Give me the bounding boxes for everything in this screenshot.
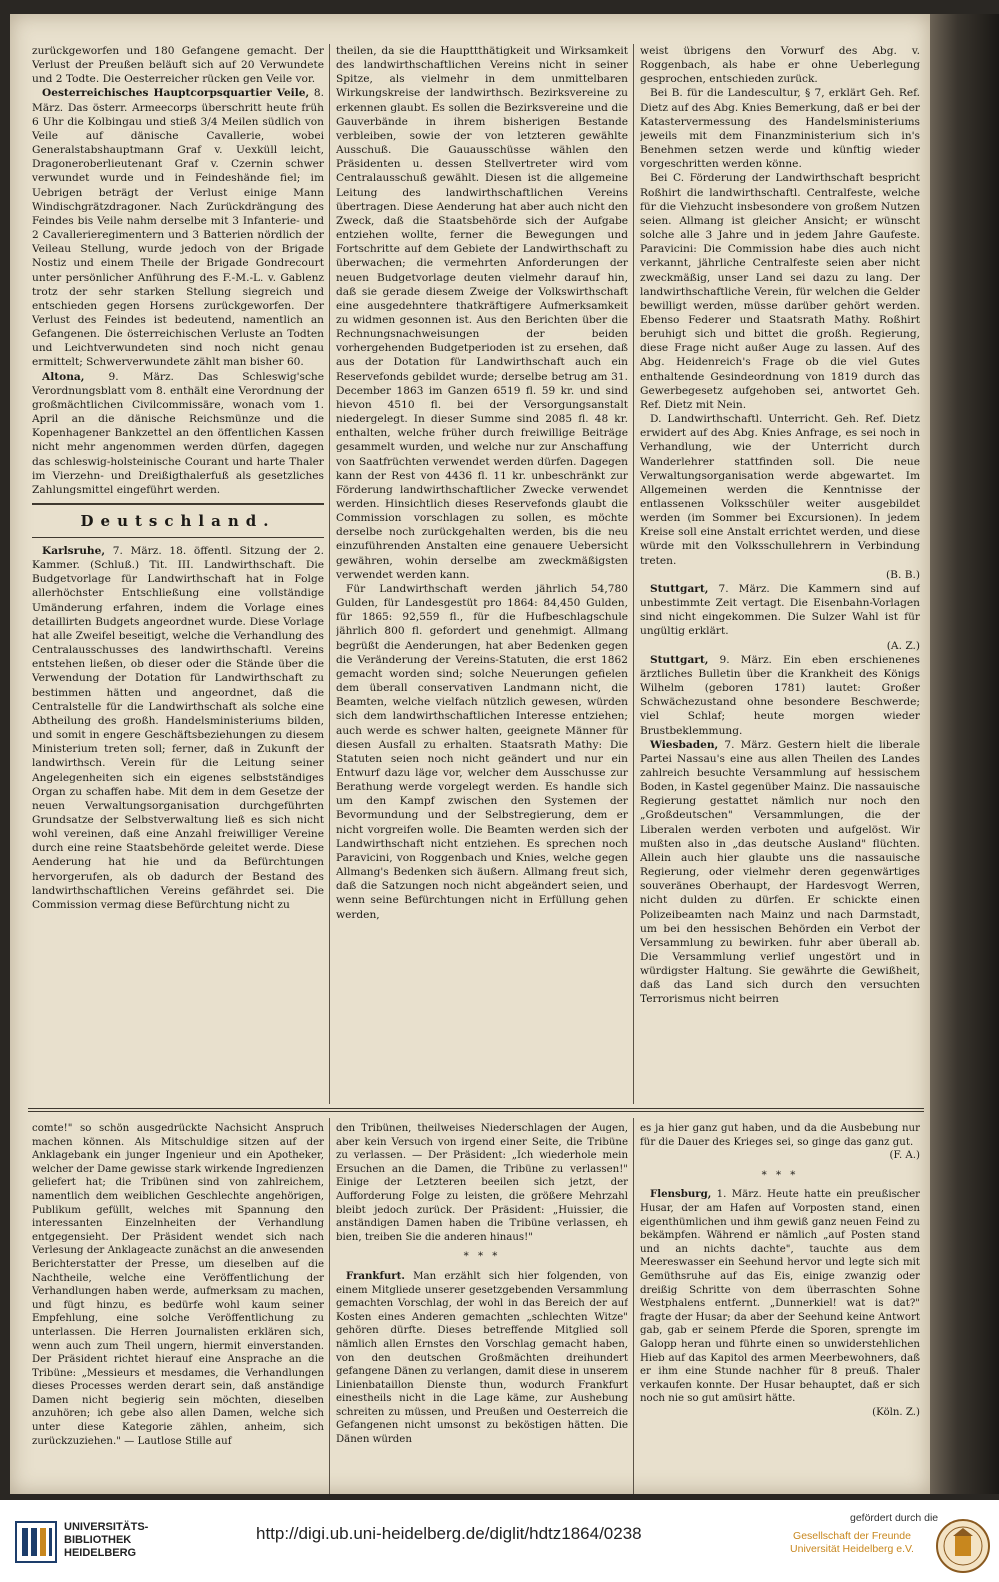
newspaper-page [10,14,930,1494]
article-headline: Altona, [42,370,85,383]
society-name [772,1530,932,1556]
article-text: Bei C. Förderung der Landwirthschaft bespricht Roßhirt die landwirthschaftl. Centralfeste, welche für die Viehzucht insbesondere von großem Nutzen seien. Allmang ist gleicher Ansicht; er wünscht solche alle 3 Jahre und in jedem Jahre Gaufeste. Paravicini: Die Commission habe dies auch nicht verkannt, jährliche Centralfeste seien aber nicht zweckmäßig, unser Land sei dazu zu lang. Der landwirthschaftliche Verein, für welchen die Gelder bewilligt werden, müsse darüber gehört werden. Ebenso Federer und Staatsrath Mathy. Roßhirt beruhigt sich und bittet die großh. Regierung, diese Frage nicht außer Auge zu lassen. Auf des Abg. Heidenreich's Frage ob die viel Gutes enthaltende Gesindeordnung von 1819 durch das Gewerbegesetz aufgehoben sei, antwortet Geh. Ref. Dietz mit Nein. [640,172,920,411]
library-name-line: UNIVERSITÄTS- [64,1521,149,1533]
feuilleton-rule [28,1108,924,1109]
article-headline: Oesterreichisches Hauptcorpsquartier Veile, [42,87,310,100]
article-text: den Tribünen, theilweises Niederschlagen der Augen, aber kein Versuch von irgend einer Seite, die Tribüne zu verlassen. — Der Präsident: „Ich wiederhole mein Ersuchen an die Damen, die Tribüne zu verlassen!" Einige der Letzteren beeilen sich jetzt, der Aufforderung Folge zu leisten, die größere Mehrzahl bleibt jedoch zurück. Der Präsident: „Huissier, die anständigen Damen haben die Tribüne verlassen, eh bien, treiben Sie die anderen hinaus!" [336,1123,628,1243]
feuilleton-column-1 [32,1122,324,1494]
article-headline: Flensburg, [650,1188,712,1201]
funded-by-label: gefördert durch die [850,1512,939,1524]
column-2 [336,44,628,1110]
society-name-line: Universität Heidelberg e.V. [790,1543,914,1555]
library-name-line: HEIDELBERG [64,1547,137,1559]
article-text: 7. März. 18. öffentl. Sitzung der 2. Kammer. (Schluß.) Tit. III. Landwirthschaft. Die Budgetvorlage für Landwirthschaft hat in Folge allerhöchster Entschließung eine vollständige Umänderung erfahren, indem die Vorlage eines detaillirten Budgets angeordnet wurde. Diese Vorlage hat alle Zweifel beseitigt, welche die Verhandlung des Centralausschusses des landwirthschaftl. Vereins entstehen ließen, ob dieser oder die Stände über die Verwendung der Dotation für Landwirthschaft zu bestimmen hätten und angeordnet, daß die Centralstelle für die Landwirthschaft als solche eine Abtheilung des großh. Handelsministeriums bilden, und somit in engere Geschäftsbeziehungen zu diesem Ministerium treten soll; ferner, daß in Zukunft der landwirthsch. Verein für die Leitung seiner Angelegenheiten sich ein eigenes selbstständiges Organ zu schaffen habe. Mit dem in dem Gesetze der neuen Verwaltungsorganisation durchgeführten Grundsatze der Selbstverwaltung ließ es sich nicht wohl vereinen, daß eine Anzahl freiwilliger Vereine durch eine reine Staatsbehörde geleitet werde. Diese Aenderung hat hie und da Befürchtungen hervorgerufen, als ob dadurch der Bestand des landwirthschaftlichen Vereins gefährdet sei. Die Commission vermag diese Befürchtung nicht zu [32,545,324,911]
column-3 [640,44,920,1110]
permalink-url[interactable]: http://digi.ub.uni-heidelberg.de/diglit/hdtz1864/0238 [256,1524,642,1543]
society-name-line: Gesellschaft der Freunde [793,1530,911,1542]
article-text: comte!" so schön ausgedrückte Nachsicht Anspruch machen können. Als Mitschuldige sitzen auf der Anklagebank ein junger Ingenieur und ein Apotheker, welcher der Dame gewisse stark wirkende Ingredienzen geliefert hat; die Tribünen sind von zahlreichem, namentlich dem weiblichen Geschlechte angehörigen, Publikum gefüllt, welches mit Spannung den interessanten Einzelnheiten der Verhandlung entgegensieht. Der Präsident wendet sich nach Verlesung der Anklageacte zunächst an die anwesenden Berichterstatter der Presse, um dieselben auf die Nachtheile, welche eine Veröffentlichung der Verhandlungen haben werde, aufmerksam zu machen, und fügt hinzu, es bedürfe wohl kaum seiner Empfehlung, eine solche Veröffentlichung zu unterlassen. Die Herren Journalisten erklären sich, wenn auch zum Theil ungern, hiermit einverstanden. Der Präsident richtet hierauf eine Ansprache an die Tribüne: „Messieurs et mesdames, die Verhandlungen dieses Processes werden derart sein, daß anständige Damen nicht begierig sein möchten, dieselben anzuhören; ich gebe also allen Damen, welche sich unter diese Kategorie zählen, anheim, sich zurückzuziehen." — Lautlose Stille auf [32,1123,324,1447]
feuilleton-column-2 [336,1122,628,1494]
feuilleton-rule [28,1111,924,1112]
article-text: theilen, da sie die Haupttthätigkeit und Wirksamkeit des landwirthschaftlichen Vereins nicht in seiner Spitze, als vielmehr in dem unmittelbaren Wirkungskreise der landwirthsch. Bezirksvereine zu erkennen glaubt. Es sollen die Bezirksvereine und die Gauverbände in ihrem bisherigen Bestande verbleiben, sowie der von letzteren gewählte Ausschuß. Die Gauausschüsse wählen den Präsidenten u. dessen Stellvertreter wird vom Centralausschuß gewählt. Diesen ist die allgemeine Leitung des landwirthschaftlichen Vereins übertragen. Diese Aenderung hat aber auch nicht den Zweck, daß die Staatsbehörde sich der Aufgabe entziehen wollte, ferner die Bewegungen und Fortschritte auf dem Gebiete der Landwirthschaft zu überwachen; die vermehrten Anforderungen der neuen Budgetvorlage deuten vielmehr darauf hin, daß sie gerade diesem Zweige der Volkswirthschaft eine ausgedehntere thatkräftigere Aufmerksamkeit zu widmen gesonnen ist. Aus den Berichten über die Rechnungsnachweisungen der beiden vorhergehenden Budgetperioden ist zu ersehen, daß aus der Dotation für Landwirthschaft auch ein Reservefonds gebildet wurde; derselbe betrug am 31. December 1863 im Ganzen 6519 fl. 59 kr. und sind hievon 4510 fl. bei der Versorgungsanstalt niedergelegt. In dieser Summe sind 2085 fl. 48 kr. enthalten, welche früher durch freiwillige Beiträge gesammelt wurden, und welche nur zur Anschaffung von Saatfrüchten verwendet werden dürfen. Dagegen kann der Rest von 4436 fl. 11 kr. unbeschränkt zur Förderung landwirthschaftlicher Zwecke verwendet werden. Hinsichtlich dieses Reservefonds glaubt die Commission vorschlagen zu sollen, es möchte derselbe noch zurückgehalten werden, bis die neu einzuführenden Anstalten eine genauere Uebersicht gewähren, wohin derselbe am zweckmäßigsten verwendet werden kann. [336,45,628,581]
article-text: 9. März. Das Schleswig'sche Verordnungsblatt vom 8. enthält eine Verordnung der großmächtlichen Civilcommissäre, wonach vom 1. April an die dänische Reichsmünze und die Kopenhagener Bankzettel an den öffentlichen Kassen nicht mehr angenommen werden dürfen, dagegen das schleswig-holsteinische Courant und harte Thaler im Vierzehn- und Dreißigthalerfuß als gesetzliches Zahlungsmittel eingeführt werden. [32,370,324,496]
article-text: 9. März. Ein eben erschienenes ärztliches Bulletin über die Krankheit des Königs Wilhelm (geboren 1781) lautet: Großer Schwächezustand ohne besondere Beschwerde; viel Schlaf; heute morgen wieder Brustbeklemmung. [640,653,920,737]
article-text: 7. März. Gestern hielt die liberale Partei Nassau's eine aus allen Theilen des Landes zahlreich besuchte Versammlung auf hessischem Boden, in Kastel gegenüber Mainz. Die nassauische Regierung gestattet nämlich nur noch den „Großdeutschen" Versammlungen, die der Liberalen werden verboten und aufgelöst. Wir mußten also in „das deutsche Ausland" flüchten. Allein auch hier glaubte uns die nassauische Regierung, oder vielmehr deren gegenwärtiges souveränes Oberhaupt, der Hardesvogt Werren, nicht dulden zu dürfen. Er schickte einen Polizeibeamten nach Mainz und nach Darmstadt, um bei den hessischen Behörden ein Verbot der Versammlung zu bewirken. fuhr aber überall ab. Die Versammlung verlief ungestört und in würdigster Haltung. Sie gewährte die Gewißheit, daß das Land sich durch den versuchten Terrorismus nicht beirren [640,738,920,1006]
article-text: es ja hier ganz gut haben, und da die Ausbebung nur für die Dauer des Krieges sei, so ginge das ganz gut. [640,1123,920,1148]
article-text: Bei B. für die Landescultur, § 7, erklärt Geh. Ref. Dietz auf des Abg. Knies Bemerkung, daß er bei der Katastervermessung des Handelsministeriums jeweils mit dem Finanzministerium sich in's Benehmen setzen werde und künftig wieder vorgeschritten werden könne. [640,87,920,171]
source-signature: (B. B.) [886,568,920,581]
article-headline: Stuttgart, [650,582,709,595]
column-rule [329,1118,330,1494]
page-edge-shadow [930,14,999,1494]
column-rule [329,44,330,1104]
separator-ornament: * * * [761,1169,799,1181]
source-signature: (F. A.) [889,1150,920,1162]
university-library-logo-icon [14,1520,58,1564]
digitization-footer [0,1500,999,1582]
feuilleton-column-3 [640,1122,920,1494]
article-headline: Stuttgart, [650,653,709,666]
column-rule [633,44,634,1104]
article-text: weist übrigens den Vorwurf des Abg. v. Roggenbach, als habe er ohne Ueberlegung gesprochen, entschieden zurück. [640,45,920,86]
article-text: 7. März. Die Kammern sind auf unbestimmte Zeit vertagt. Die Eisenbahn-Vorlagen sind nicht eingekommen. Die Sulzer Wahl ist für ungültig erklärt. [640,582,920,638]
article-headline: Frankfurt. [346,1269,405,1282]
society-seal-icon [935,1518,991,1574]
article-text: zurückgeworfen und 180 Gefangene gemacht. Der Verlust der Preußen beläuft sich auf 20 Verwundete und 2 Todte. Die Oesterreicher rücken gen Veile vor. [32,45,324,86]
source-signature: (Köln. Z.) [872,1406,920,1418]
column-1 [32,44,324,1110]
article-text: Für Landwirthschaft werden jährlich 54,780 Gulden, für Landesgestüt pro 1864: 84,450 Gulden, für 1865: 92,559 fl., für die Hufbeschlagschule jährlich 800 fl. gefordert und genehmigt. Allmang begrüßt die Aenderungen, hat aber Bedenken gegen die Veränderung der Vereins-Statuten, die erst 1862 gemacht worden sind; solche Neuerungen gefielen dem überall conservativen Landmann nicht, die Beamten, welche vielfach nützlich gewesen, würden sich dem landwirthschaftlichen Interesse entziehen; auch werde es schwer halten, geeignete Männer für diesen Ausfall zu erhalten. Staatsrath Mathy: Die Statuten seien noch nicht geändert und nur ein Entwurf dazu läge vor, welcher dem Ausschusse zur Berathung werde vorgelegt werden. Es handle sich um den Kampf zwischen den Systemen der Bevormundung und der Selbstregierung, dem er nicht vorgreifen wolle. Die Beamten werden sich der Landwirthschaft nicht entziehen. Es sprechen noch Paravicini, von Roggenbach und Knies, welche gegen Allmang's Bedenken sich äußern. Allmang freut sich, daß die Satzungen noch nicht abgeändert seien, und wenn seine Befürchtungen nicht in Erfüllung gehen werden, [336,582,628,921]
article-text: 1. März. Heute hatte ein preußischer Husar, der am Hafen auf Vorposten stand, einen eigenthümlichen und ihm gewiß ganz neuen Feind zu bekämpfen. Während er nämlich „auf Posten stand und an nichts dachte", tauchte aus dem Meereswasser ein Seehund hervor und legte sich mit Gemüthsruhe auf das Eis, einige zwanzig oder dreißig Schritte von dem überraschten Sohne Westphalens entfernt. „Dunnerkiel! wat is dat?" fragte der Husar; da aber der Seehund keine Antwort gab, gab er seinem Pferde die Sporen, sprengte im Galopp heran und führte einen so unwiderstehlichen Hieb auf das Kapitol des armen Meerbewohners, daß er ihm eine Stunde nachher für 8 preuß. Thaler verkaufen konnte. Der Husar behauptet, daß er sich noch nie so gut amüsirt hätte. [640,1189,920,1405]
article-text: 8. März. Das österr. Armeecorps überschritt heute früh 6 Uhr die Kolbingau und stieß 3/4 Meilen südlich von Veile auf dänische Cavallerie, wobei Generalstabshauptmann Graf v. Uexküll leicht, Dragoneroberlieutenant Graf v. Czernin schwer verwundet wurde und in Feindeshände fiel; im Uebrigen beträgt der Verlust einige Mann Windischgrätzdragoner. Nach Zurückdrängung des Feindes bis Veile nahm derselbe mit 3 Infanterie- und 2 Cavallerieregimentern und 3 Batterien nördlich der Veileau Stellung, wurde jedoch von der Brigade Nostiz und einem Theile der Brigade Gondrecourt unter persönlicher Anführung des F.-M.-L. v. Gablenz trotz der sehr starken Stellung siegreich und entschieden gegen Horsens zurückgeworfen. Der Verlust des Feindes ist bedeutend, namentlich an Gefangenen. Die österreichischen Verluste an Todten und Leichtverwundeten sind noch nicht genau ermittelt; Schwerverwundete zählt man bisher 60. [32,87,324,369]
separator-ornament: * * * [463,1251,501,1263]
source-signature: (A. Z.) [886,639,920,652]
article-headline: Wiesbaden, [650,738,719,751]
article-text: Man erzählt sich hier folgenden, von einem Mitgliede unserer gesetzgebenden Versammlung gemachten Vorschlag, der wohl in das Bereich der auf Kosten eines Anderen gemachten „schlechten Witze" gehören dürfte. Dieses betreffende Mitglied soll nämlich allen Ernstes den Vorschlag gemacht haben, von den deutschen Großmächten dreihundert gefangene Dänen zu verlangen, damit diese in unserem Linienbataillon Dienste thun, wodurch Frankfurt einestheils nicht in die Lage käme, zur Aushebung schreiten zu müssen, und Preußen und Oesterreich die Gefangenen nicht umsonst zu beköstigen hätten. Die Dänen würden [336,1270,628,1446]
article-text: D. Landwirthschaftl. Unterricht. Geh. Ref. Dietz erwidert auf des Abg. Knies Anfrage, es sei noch in Verhandlung, wie der Unterricht durch Wanderlehrer stattfinden soll. Die neue Verwaltungsorganisation werde abgewartet. Im Allgemeinen werden die Kenntnisse der entlassenen Volksschüler weiter ausgebildet werden (im Sommer bei Excursionen). In jedem Kreise soll eine Anstalt errichtet werden, und diese würde mit den Volksschullehrern in Verbindung treten. [640,413,920,567]
column-rule [633,1118,634,1494]
article-headline: Karlsruhe, [42,545,106,557]
section-heading: Deutschland. [32,503,324,538]
library-name [64,1521,148,1560]
library-name-line: BIBLIOTHEK [64,1534,132,1546]
